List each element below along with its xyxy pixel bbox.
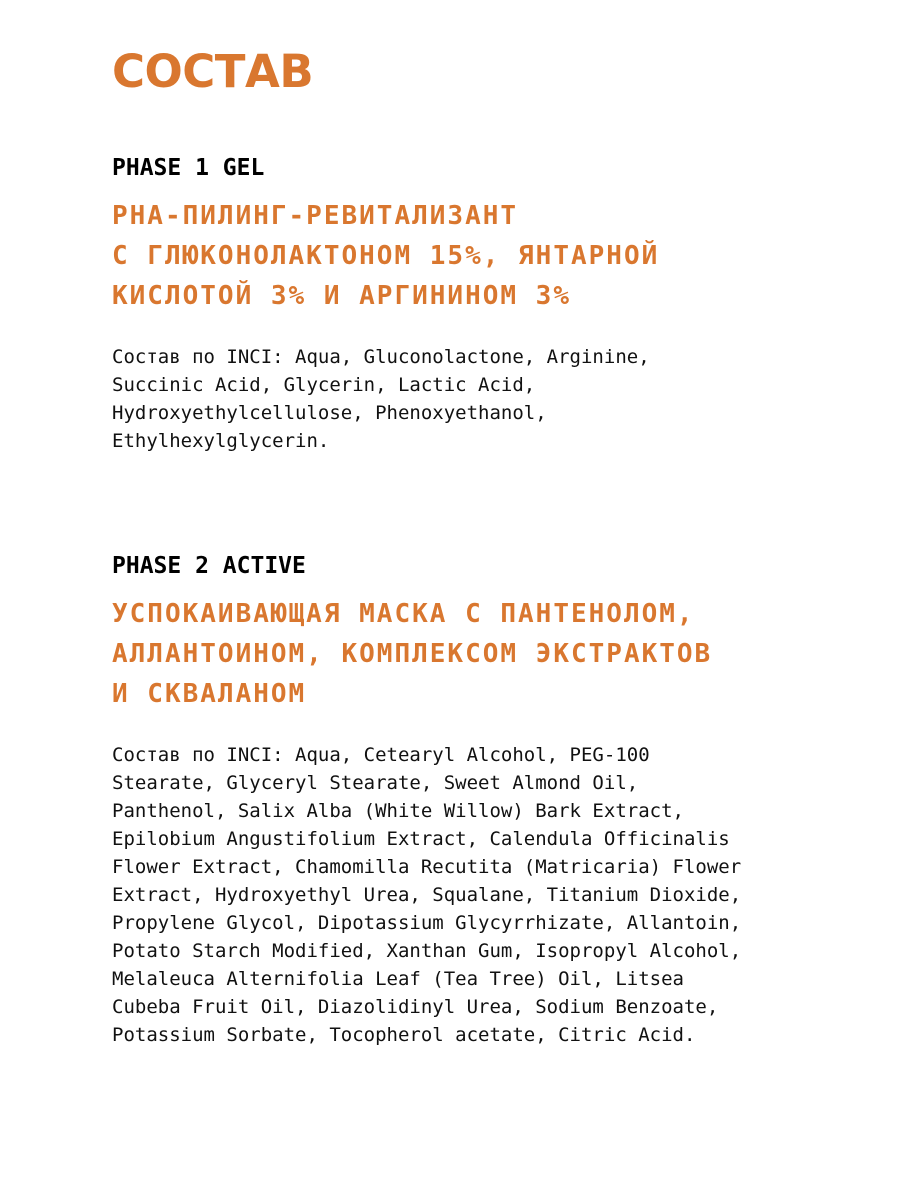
phase-1-label: PHASE 1 GEL	[112, 155, 265, 181]
phase-2-inci-line: Melaleuca Alternifolia Leaf (Tea Tree) Oil, Litsea	[112, 968, 684, 990]
phase-2-inci-list	[112, 741, 812, 1049]
phase-2-inci-line: Potato Starch Modified, Xanthan Gum, Isopropyl Alcohol,	[112, 940, 742, 962]
phase-2-heading-line: АЛЛАНТОИНОМ, КОМПЛЕКСОМ ЭКСТРАКТОВ	[112, 639, 713, 669]
phase-2-inci-line: Panthenol, Salix Alba (White Willow) Bark Extract,	[112, 800, 684, 822]
phase-1-heading	[112, 196, 812, 316]
phase-1-heading-line: PHA-ПИЛИНГ-РЕВИТАЛИЗАНТ	[112, 201, 519, 231]
phase-1-heading-line: С ГЛЮКОНОЛАКТОНОМ 15%, ЯНТАРНОЙ	[112, 241, 660, 271]
phase-2-section	[112, 550, 812, 1049]
phase-2-inci-line: Potassium Sorbate, Tocopherol acetate, Citric Acid.	[112, 1024, 696, 1046]
page-title: СОСТАВ	[112, 45, 314, 98]
phase-1-inci-line: Ethylhexylglycerin.	[112, 430, 330, 452]
phase-2-inci-line: Epilobium Angustifolium Extract, Calendula Officinalis	[112, 828, 730, 850]
phase-2-heading	[112, 594, 812, 714]
phase-1-section	[112, 152, 812, 455]
phase-1-inci-line: Состав по INCI: Aqua, Gluconolactone, Arginine,	[112, 346, 650, 368]
phase-2-heading-line: УСПОКАИВАЮЩАЯ МАСКА С ПАНТЕНОЛОМ,	[112, 599, 695, 629]
phase-1-inci-line: Hydroxyethylcellulose, Phenoxyethanol,	[112, 402, 547, 424]
phase-2-heading-line: И СКВАЛАНОМ	[112, 679, 307, 709]
phase-2-inci-line: Propylene Glycol, Dipotassium Glycyrrhizate, Allantoin,	[112, 912, 742, 934]
phase-2-inci-line: Extract, Hydroxyethyl Urea, Squalane, Titanium Dioxide,	[112, 884, 742, 906]
phase-1-heading-line: КИСЛОТОЙ 3% И АРГИНИНОМ 3%	[112, 281, 571, 311]
phase-1-inci-line: Succinic Acid, Glycerin, Lactic Acid,	[112, 374, 536, 396]
phase-2-label: PHASE 2 ACTIVE	[112, 553, 306, 579]
phase-2-inci-line: Flower Extract, Chamomilla Recutita (Matricaria) Flower	[112, 856, 742, 878]
phase-2-inci-line: Состав по INCI: Aqua, Cetearyl Alcohol, PEG-100	[112, 744, 650, 766]
phase-2-inci-line: Cubeba Fruit Oil, Diazolidinyl Urea, Sodium Benzoate,	[112, 996, 719, 1018]
phase-1-inci-list	[112, 343, 812, 455]
phase-2-inci-line: Stearate, Glyceryl Stearate, Sweet Almond Oil,	[112, 772, 639, 794]
